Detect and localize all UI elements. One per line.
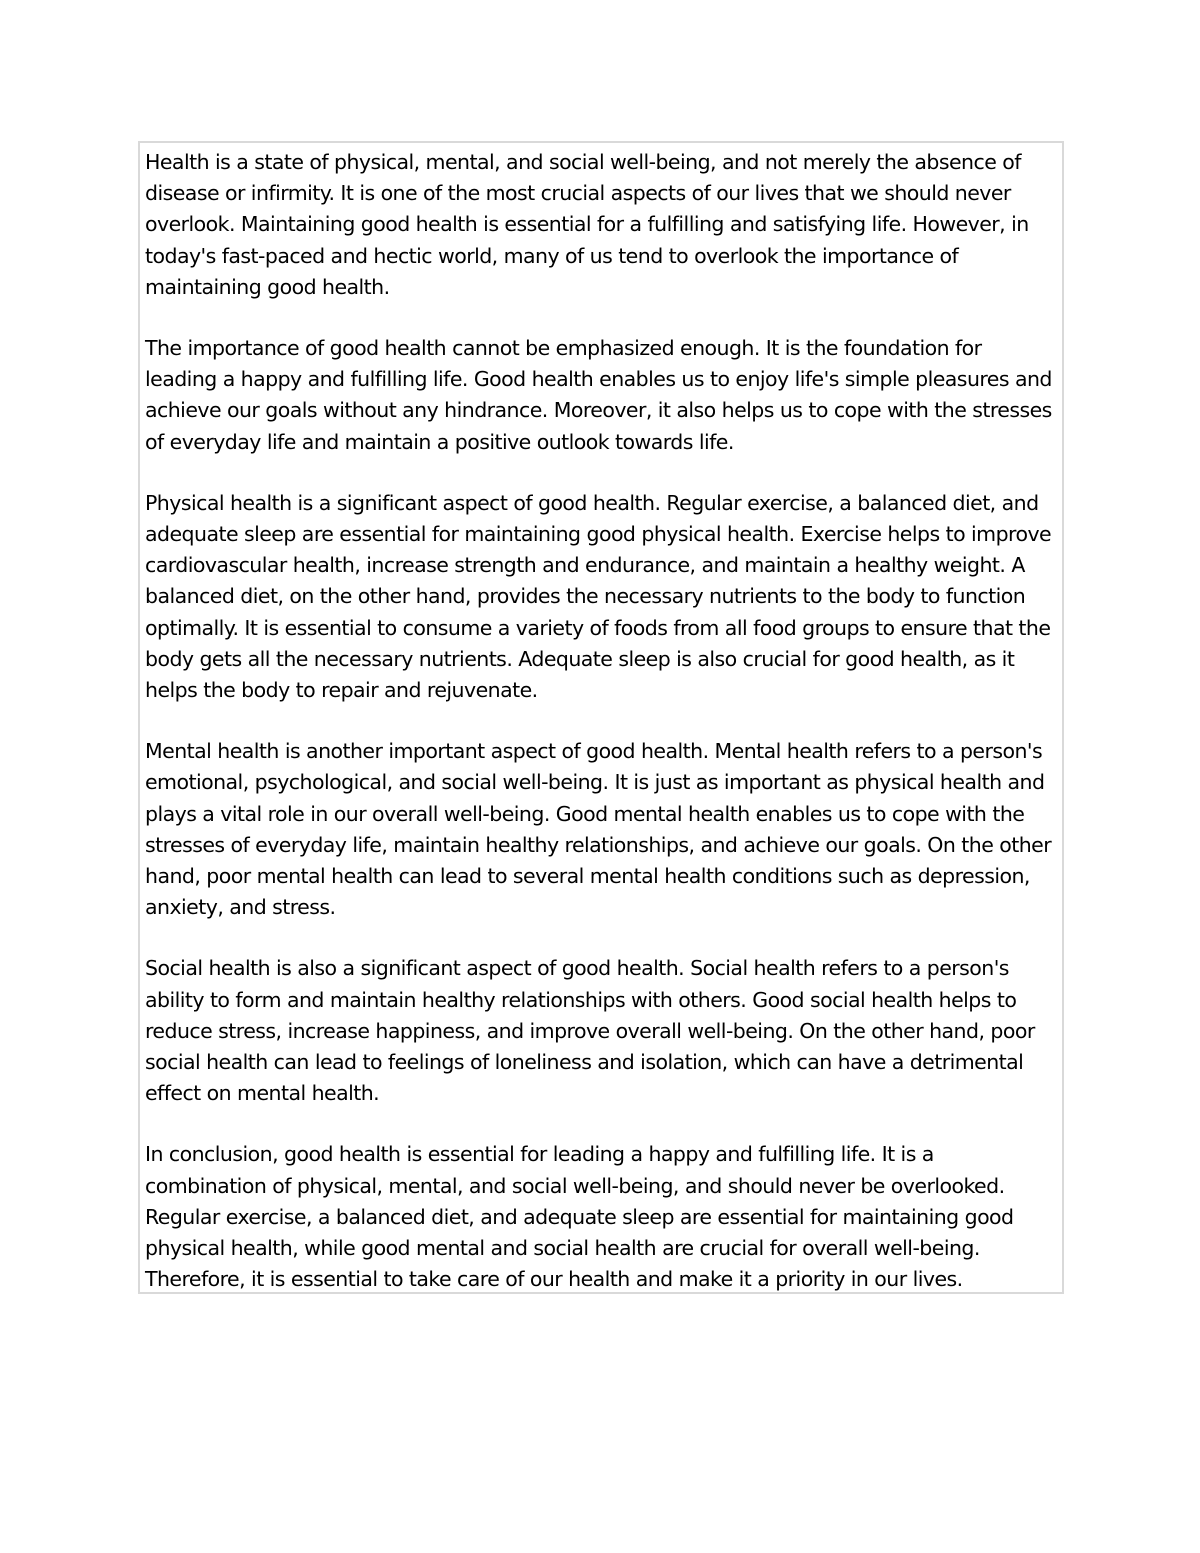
- text-box[interactable]: [138, 141, 1064, 1294]
- paragraph-conclusion: In conclusion, good health is essential for leading a happy and fulfilling life. It is a combination of physical, mental, and social well-being, and should never be overlooked. Regular exercise, a balanced diet, and adequate sleep are essential for maintaining good physical health, while good mental and social health are crucial for overall well-being. Therefore, it is essential to take care of our health and make it a priority in our lives.: [145, 1142, 1014, 1292]
- paragraph-physical-health: Physical health is a significant aspect of good health. Regular exercise, a balanced diet, and adequate sleep are essential for maintaining good physical health. Exercise helps to improve cardiovascular health, increase strength and endurance, and maintain a healthy weight. A balanced diet, on the other hand, provides the necessary nutrients to the body to function optimally. It is essential to consume a variety of foods from all food groups to ensure that the body gets all the necessary nutrients. Adequate sleep is also crucial for good health, as it helps the body to repair and rejuvenate.: [145, 490, 1052, 703]
- paragraph-mental-health: Mental health is another important aspect of good health. Mental health refers to a person's emotional, psychological, and social well-being. It is just as important as physical health and plays a vital role in our overall well-being. Good mental health enables us to cope with the stresses of everyday life, maintain healthy relationships, and achieve our goals. On the other hand, poor mental health can lead to several mental health conditions such as depression, anxiety, and stress.: [145, 739, 1052, 920]
- paragraph-intro: Health is a state of physical, mental, and social well-being, and not merely the absence of disease or infirmity. It is one of the most crucial aspects of our lives that we should never overlook. Maintaining good health is essential for a fulfilling and satisfying life. However, in today's fast-paced and hectic world, many of us tend to overlook the importance of maintaining good health.: [145, 150, 1029, 299]
- paragraph-importance: The importance of good health cannot be emphasized enough. It is the foundation for leading a happy and fulfilling life. Good health enables us to enjoy life's simple pleasures and achieve our goals without any hindrance. Moreover, it also helps us to cope with the stresses of everyday life and maintain a positive outlook towards life.: [145, 336, 1052, 454]
- paragraph-social-health: Social health is also a significant aspect of good health. Social health refers to a person's ability to form and maintain healthy relationships with others. Good social health helps to reduce stress, increase happiness, and improve overall well-being. On the other hand, poor social health can lead to feelings of loneliness and isolation, which can have a detrimental effect on mental health.: [145, 956, 1035, 1106]
